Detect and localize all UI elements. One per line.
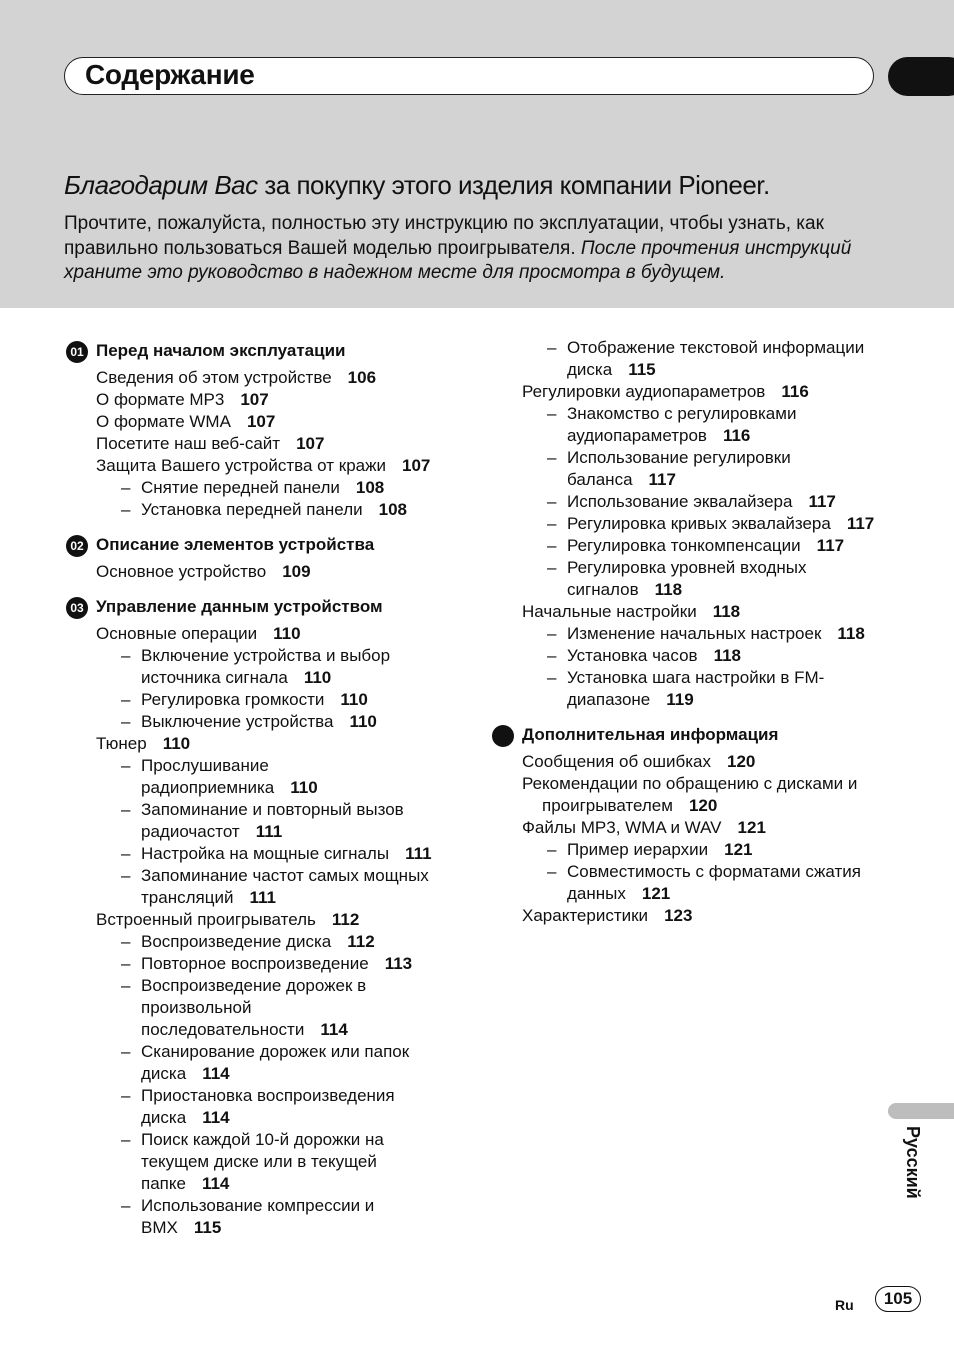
intro-heading [64,170,924,201]
title-bar [64,57,874,95]
page-ref: 118 [654,580,683,599]
page-ref: 109 [282,562,311,581]
dash-marker: – [121,800,131,819]
dash-marker: – [121,478,131,497]
side-language-label [893,1126,933,1226]
toc-subentry[interactable]: – Запоминание частот самых мощных трансляций 111 [121,866,429,907]
page-ref: 121 [641,884,671,903]
page-ref: 114 [202,1108,230,1127]
page-ref: 107 [246,412,276,431]
toc-subentry[interactable]: – Использование компрессии и BMX 115 [121,1196,375,1237]
toc-subentry[interactable]: – Выключение устройства 110 [121,712,377,731]
dash-marker: – [547,646,557,665]
page-ref: 114 [202,1064,230,1083]
page-ref: 121 [737,818,766,837]
page-ref: 118 [713,646,742,665]
toc-subentry[interactable]: – Регулировка кривых эквалайзера 117 [547,514,875,533]
page-ref: 111 [405,844,432,863]
dash-marker: – [547,404,557,423]
toc-entry[interactable]: Основные операции 110 [96,624,301,643]
toc-subentry[interactable]: – Поиск каждой 10-й дорожки на текущем диске или в текущей папке 114 [121,1130,384,1193]
section-title: Перед началом эксплуатации [96,341,346,360]
page-ref: 119 [666,690,694,709]
language-name: Русский [903,1126,923,1199]
page-ref: 112 [347,932,375,951]
page-ref: 120 [727,752,756,771]
dash-marker: – [121,646,131,665]
toc-subentry[interactable]: – Воспроизведение диска 112 [121,932,375,951]
page-ref: 118 [837,624,865,643]
page-ref: 114 [320,1020,348,1039]
page-ref: 110 [273,624,301,643]
dash-marker: – [121,1196,131,1215]
toc-subentry[interactable]: – Установка шага настройки в FM-диапазоне 119 [547,668,825,709]
page-ref: 111 [249,888,276,907]
intro-heading-rest: за покупку этого изделия компании Pioneer. [257,170,770,200]
toc-entry[interactable]: Посетите наш веб-сайт 107 [96,434,325,453]
toc-subentry[interactable]: – Повторное воспроизведение 113 [121,954,413,973]
side-language-tab [888,1103,954,1119]
toc-subentry[interactable]: – Настройка на мощные сигналы 111 [121,844,432,863]
toc-subentry[interactable]: – Установка передней панели 108 [121,500,407,519]
toc-subentry[interactable]: – Регулировка громкости 110 [121,690,368,709]
dash-marker: – [121,1130,131,1149]
page-ref: 106 [347,368,377,387]
page-ref: 108 [355,478,385,497]
page-ref: 117 [648,470,676,489]
toc-entry[interactable]: Регулировки аудиопараметров 116 [522,382,809,401]
dash-marker: – [121,844,131,863]
toc-subentry[interactable]: – Знакомство с регулировками аудиопараметров 116 [547,404,797,445]
intro-text [64,212,894,286]
section-number-badge [492,725,514,747]
toc-section-03[interactable] [64,596,444,618]
dash-marker: – [547,862,557,881]
toc-entry[interactable]: О формате WMA 107 [96,412,276,431]
toc-subentry[interactable]: – Включение устройства и выбор источника сигнала 110 [121,646,391,687]
intro-text-normal: Прочтите, пожалуйста, полностью эту инструкцию по эксплуатации, чтобы узнать, как правильно пользоваться Вашей моделью проигрывателя. [64,213,824,259]
toc-subentry[interactable]: – Приостановка воспроизведения диска 114 [121,1086,395,1127]
page-ref: 121 [724,840,753,859]
dash-marker: – [121,1042,131,1061]
page-title: Содержание [85,59,255,90]
toc-entry[interactable]: Начальные настройки 118 [522,602,741,621]
toc-entry[interactable]: Встроенный проигрыватель 112 [96,910,360,929]
dash-marker: – [547,558,557,577]
page-ref: 112 [331,910,360,929]
page-ref: 107 [401,456,431,475]
page-ref: 117 [808,492,836,511]
toc-subentry[interactable]: – Прослушивание радиоприемника 110 [121,756,318,797]
page-ref: 110 [340,690,368,709]
toc-section-04[interactable] [490,724,890,746]
page-ref: 111 [255,822,283,841]
dash-marker: – [547,492,557,511]
dash-marker: – [121,954,131,973]
toc-entry[interactable]: Основное устройство 109 [96,562,311,581]
dash-marker: – [547,840,557,859]
footer-lang-code: Ru [835,1297,854,1313]
page-ref: 107 [240,390,269,409]
page-ref: 117 [846,514,875,533]
dash-marker: – [121,976,131,995]
section-title: Описание элементов устройства [96,535,375,554]
dash-marker: – [121,1086,131,1105]
toc-subentry[interactable]: – Использование регулировки баланса 117 [547,448,791,489]
dash-marker: – [121,500,131,519]
toc-section-01[interactable] [64,340,444,362]
toc-entry[interactable]: О формате MP3 107 [96,390,269,409]
dash-marker: – [547,668,557,687]
toc-entry[interactable]: Защита Вашего устройства от кражи 107 [96,456,431,475]
toc-subentry[interactable]: – Регулировка уровней входных сигналов 118 [547,558,807,599]
page-ref: 120 [688,796,718,815]
page-ref: 107 [296,434,325,453]
toc-subentry[interactable]: – Снятие передней панели 108 [121,478,385,497]
dash-marker: – [547,338,557,357]
toc-subentry[interactable]: – Регулировка тонкомпенсации 117 [547,536,845,555]
section-tab [888,57,954,96]
dash-marker: – [121,712,131,731]
page-ref: 123 [664,906,693,925]
header-band [0,0,954,308]
dash-marker: – [121,690,131,709]
page-ref: 108 [378,500,407,519]
toc-subentry[interactable]: – Сканирование дорожек или папок диска 114 [121,1042,410,1083]
toc-subentry[interactable]: – Запоминание и повторный вызов радиочастот 111 [121,800,404,841]
dash-marker: – [547,536,557,555]
section-title: Дополнительная информация [522,725,779,744]
page-ref: 116 [781,382,809,401]
toc-left-column [64,340,444,1239]
toc-entry[interactable]: Рекомендации по обращению с дисками и проигрывателем 120 [522,774,858,815]
page-ref: 115 [193,1218,222,1237]
dash-marker: – [547,624,557,643]
toc-subentry[interactable]: – Пример иерархии 121 [547,840,753,859]
page-ref: 110 [303,668,332,687]
toc-entry[interactable]: Файлы MP3, WMA и WAV 121 [522,818,766,837]
toc-subentry[interactable]: – Совместимость с форматами сжатия данных 121 [547,862,861,903]
page-ref: 118 [712,602,741,621]
section-title: Управление данным устройством [96,597,383,616]
section-number-badge: 03 [66,597,88,619]
page-ref: 114 [201,1174,230,1193]
page-ref: 116 [722,426,751,445]
toc-subentry[interactable]: – Воспроизведение дорожек в произвольной последовательности 114 [121,976,367,1039]
toc-entry[interactable]: Сведения об этом устройстве 106 [96,368,377,387]
page-ref: 117 [816,536,845,555]
toc-subentry[interactable]: – Отображение текстовой информации диска 115 [547,338,865,379]
dash-marker: – [121,756,131,775]
dash-marker: – [547,514,557,533]
page-number: 105 [875,1286,921,1312]
page-ref: 110 [349,712,377,731]
toc-subentry[interactable]: – Использование эквалайзера 117 [547,492,836,511]
page-ref: 115 [628,360,656,379]
dash-marker: – [121,866,131,885]
page-ref: 113 [384,954,413,973]
toc-right-column [490,337,890,927]
section-number-badge: 02 [66,535,88,557]
toc-section-02[interactable] [64,534,444,556]
toc-entry[interactable]: Тюнер 110 [96,734,191,753]
section-number-badge: 01 [66,341,88,363]
toc-subentry[interactable]: – Изменение начальных настроек 118 [547,624,865,643]
toc-subentry[interactable]: – Установка часов 118 [547,646,742,665]
intro-heading-italic: Благодарим Вас [64,170,258,200]
page-ref: 110 [162,734,191,753]
dash-marker: – [547,448,557,467]
toc-entry[interactable]: Сообщения об ошибках 120 [522,752,756,771]
intro-text-italic: После прочтения инструкций храните это руководство в надежном месте для просмотра в будущем. [64,237,852,283]
page-ref: 110 [290,778,318,797]
toc-entry[interactable]: Характеристики 123 [522,906,693,925]
dash-marker: – [121,932,131,951]
